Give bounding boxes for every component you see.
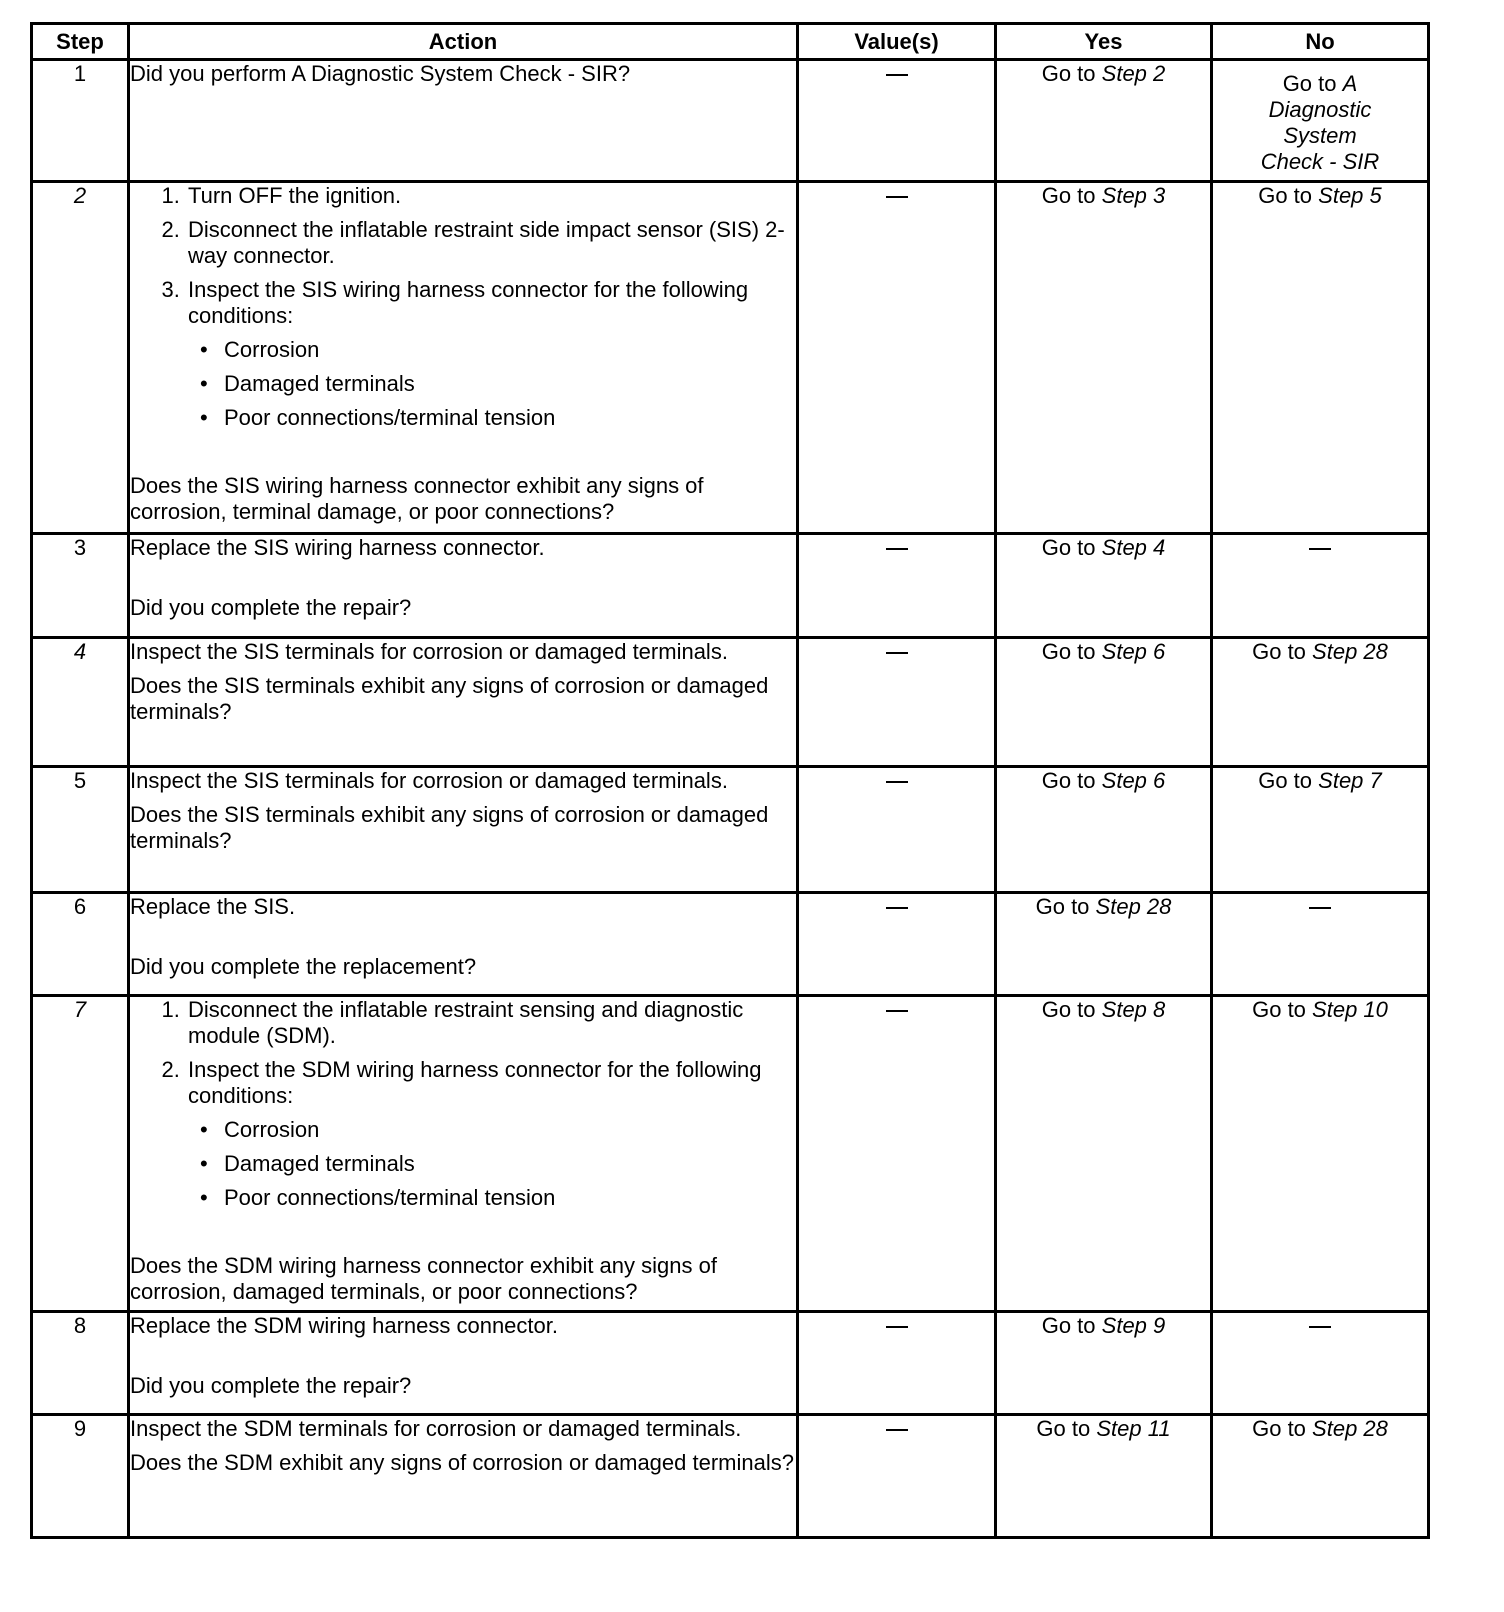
value-cell xyxy=(798,767,996,893)
step-label: 4 xyxy=(73,639,87,664)
goto-prefix: Go to xyxy=(1282,70,1337,96)
step-number xyxy=(32,1312,129,1415)
bullet-item: • Damaged terminals xyxy=(222,1151,796,1177)
goto-target: System xyxy=(1283,122,1357,148)
action-text: Replace the SIS. xyxy=(130,894,296,919)
goto-link[interactable] xyxy=(1213,71,1427,175)
dash-mark xyxy=(886,548,908,550)
step-number xyxy=(32,60,129,182)
bullet-item: • Corrosion xyxy=(222,337,796,363)
goto-prefix: Go to xyxy=(1041,1313,1096,1338)
dash-mark xyxy=(1309,548,1331,550)
goto-target: Step 7 xyxy=(1318,768,1382,793)
dash-mark xyxy=(886,781,908,783)
header-no: No xyxy=(1212,24,1429,60)
step-number xyxy=(32,534,129,638)
goto-link[interactable] xyxy=(1042,61,1166,86)
goto-prefix: Go to xyxy=(1252,1416,1306,1441)
goto-link[interactable] xyxy=(1042,639,1166,664)
yes-cell xyxy=(996,1415,1212,1538)
bullet-item: • Damaged terminals xyxy=(222,371,796,397)
goto-target: Step 6 xyxy=(1101,768,1166,793)
no-cell xyxy=(1212,1312,1429,1415)
action-question: Does the SIS wiring harness connector exhibit any signs of corrosion, terminal damage, or poor connections? xyxy=(130,473,704,524)
list-item-text: Inspect the SIS wiring harness connector for the following conditions: xyxy=(188,277,749,328)
dash-mark xyxy=(1309,907,1331,909)
goto-prefix: Go to xyxy=(1041,768,1096,793)
table-row xyxy=(32,60,1429,182)
action-question: Does the SIS terminals exhibit any signs of corrosion or damaged terminals? xyxy=(130,673,769,724)
no-cell xyxy=(1212,638,1429,767)
goto-target: Step 28 xyxy=(1312,639,1388,664)
table-row xyxy=(32,1415,1429,1538)
header-yes: Yes xyxy=(996,24,1212,60)
goto-prefix: Go to xyxy=(1252,639,1306,664)
step-label: 7 xyxy=(73,997,87,1022)
action-cell xyxy=(129,534,798,638)
step-label: 3 xyxy=(73,535,87,560)
yes-cell xyxy=(996,1312,1212,1415)
header-values: Value(s) xyxy=(798,24,996,60)
no-cell xyxy=(1212,893,1429,996)
yes-cell xyxy=(996,893,1212,996)
table-row xyxy=(32,996,1429,1312)
action-cell xyxy=(129,1312,798,1415)
goto-target: Step 28 xyxy=(1095,894,1172,919)
yes-cell xyxy=(996,638,1212,767)
diagnostic-table xyxy=(30,22,1430,1539)
list-item: 1. Disconnect the inflatable restraint sensing and diagnostic module (SDM). xyxy=(186,997,796,1049)
no-cell xyxy=(1212,182,1429,534)
goto-prefix: Go to xyxy=(1258,183,1313,208)
goto-target: Step 9 xyxy=(1101,1313,1166,1338)
step-label: 2 xyxy=(73,183,87,208)
action-question: Does the SIS terminals exhibit any signs of corrosion or damaged terminals? xyxy=(130,802,769,853)
goto-target: Step 10 xyxy=(1312,997,1388,1022)
table-row xyxy=(32,767,1429,893)
action-question: Does the SDM wiring harness connector exhibit any signs of corrosion, damaged terminals, or poor connections? xyxy=(130,1253,717,1304)
step-label: 8 xyxy=(73,1313,87,1338)
goto-link[interactable] xyxy=(1042,768,1166,793)
dash-mark xyxy=(886,652,908,654)
goto-prefix: Go to xyxy=(1035,894,1090,919)
goto-link[interactable] xyxy=(1042,997,1166,1022)
yes-cell xyxy=(996,60,1212,182)
step-number xyxy=(32,767,129,893)
goto-link[interactable] xyxy=(1252,1416,1388,1441)
goto-prefix: Go to xyxy=(1041,639,1096,664)
header-row xyxy=(32,24,1429,60)
action-cell xyxy=(129,60,798,182)
yes-cell xyxy=(996,767,1212,893)
step-number xyxy=(32,996,129,1312)
goto-target: Step 6 xyxy=(1101,639,1166,664)
bullet-list xyxy=(188,1117,796,1211)
header-action: Action xyxy=(129,24,798,60)
yes-cell xyxy=(996,996,1212,1312)
table-row xyxy=(32,534,1429,638)
goto-target: A xyxy=(1342,70,1358,96)
bullet-item: • Poor connections/terminal tension xyxy=(222,1185,796,1211)
dash-mark xyxy=(886,907,908,909)
action-cell xyxy=(129,893,798,996)
step-label: 9 xyxy=(73,1416,87,1441)
goto-target: Diagnostic xyxy=(1268,96,1372,122)
goto-link[interactable] xyxy=(1036,1416,1170,1441)
step-label: 1 xyxy=(73,61,87,86)
goto-prefix: Go to xyxy=(1041,183,1096,208)
goto-target: Check - SIR xyxy=(1260,148,1380,174)
goto-prefix: Go to xyxy=(1258,768,1313,793)
list-item: 2. Disconnect the inflatable restraint side impact sensor (SIS) 2-way connector. xyxy=(186,217,796,269)
goto-target: Step 2 xyxy=(1101,61,1166,86)
action-text: Inspect the SIS terminals for corrosion or damaged terminals. xyxy=(130,768,728,793)
action-question: Does the SDM exhibit any signs of corrosion or damaged terminals? xyxy=(130,1450,794,1475)
dash-mark xyxy=(886,1010,908,1012)
goto-target: Step 8 xyxy=(1101,997,1166,1022)
step-number xyxy=(32,638,129,767)
list-item xyxy=(186,1057,796,1211)
goto-target: Step 5 xyxy=(1318,183,1382,208)
numbered-list xyxy=(130,183,796,431)
action-cell xyxy=(129,767,798,893)
action-cell xyxy=(129,996,798,1312)
goto-prefix: Go to xyxy=(1041,61,1096,86)
list-item-text: Inspect the SDM wiring harness connector for the following conditions: xyxy=(188,1057,762,1108)
table-row xyxy=(32,893,1429,996)
bullet-item: • Poor connections/terminal tension xyxy=(222,405,796,431)
table-row xyxy=(32,1312,1429,1415)
value-cell xyxy=(798,893,996,996)
numbered-list xyxy=(130,997,796,1211)
yes-cell xyxy=(996,534,1212,638)
goto-prefix: Go to xyxy=(1036,1416,1091,1441)
goto-target: Step 3 xyxy=(1101,183,1166,208)
no-cell xyxy=(1212,996,1429,1312)
goto-prefix: Go to xyxy=(1252,997,1306,1022)
action-text: Inspect the SDM terminals for corrosion or damaged terminals. xyxy=(130,1416,742,1441)
action-question: Did you complete the repair? xyxy=(130,1373,412,1398)
action-cell xyxy=(129,1415,798,1538)
dash-mark xyxy=(886,196,908,198)
goto-link[interactable] xyxy=(1042,1313,1166,1338)
goto-target: Step 11 xyxy=(1096,1416,1171,1441)
table-row xyxy=(32,182,1429,534)
step-label: 5 xyxy=(73,768,87,793)
table-row xyxy=(32,638,1429,767)
goto-target: Step 28 xyxy=(1312,1416,1388,1441)
goto-target: Step 4 xyxy=(1101,535,1166,560)
list-item xyxy=(186,277,796,431)
yes-cell xyxy=(996,182,1212,534)
goto-prefix: Go to xyxy=(1041,535,1096,560)
list-item: 1. Turn OFF the ignition. xyxy=(186,183,796,209)
dash-mark xyxy=(1309,1326,1331,1328)
dash-mark xyxy=(886,1429,908,1431)
step-number xyxy=(32,893,129,996)
no-cell xyxy=(1212,60,1429,182)
header-step: Step xyxy=(32,24,129,60)
value-cell xyxy=(798,182,996,534)
goto-prefix: Go to xyxy=(1041,997,1096,1022)
action-question: Did you complete the repair? xyxy=(130,595,412,620)
value-cell xyxy=(798,534,996,638)
value-cell xyxy=(798,60,996,182)
goto-link[interactable] xyxy=(1252,639,1388,664)
goto-link[interactable] xyxy=(1042,183,1166,208)
no-cell xyxy=(1212,1415,1429,1538)
dash-mark xyxy=(886,1326,908,1328)
value-cell xyxy=(798,1312,996,1415)
action-cell xyxy=(129,182,798,534)
value-cell xyxy=(798,1415,996,1538)
goto-link[interactable] xyxy=(1252,997,1388,1022)
action-text: Replace the SDM wiring harness connector. xyxy=(130,1313,558,1338)
action-text: Did you perform A Diagnostic System Check - SIR? xyxy=(130,61,631,86)
step-number xyxy=(32,1415,129,1538)
value-cell xyxy=(798,638,996,767)
step-number xyxy=(32,182,129,534)
goto-link[interactable] xyxy=(1036,894,1172,919)
bullet-item: • Corrosion xyxy=(222,1117,796,1143)
action-cell xyxy=(129,638,798,767)
goto-link[interactable] xyxy=(1258,183,1382,208)
action-text: Inspect the SIS terminals for corrosion or damaged terminals. xyxy=(130,639,728,664)
goto-link[interactable] xyxy=(1042,535,1166,560)
action-text: Replace the SIS wiring harness connector. xyxy=(130,535,545,560)
no-cell xyxy=(1212,767,1429,893)
goto-link[interactable] xyxy=(1258,768,1382,793)
dash-mark xyxy=(886,74,908,76)
bullet-list xyxy=(188,337,796,431)
action-question: Did you complete the replacement? xyxy=(130,954,477,979)
no-cell xyxy=(1212,534,1429,638)
step-label: 6 xyxy=(73,894,87,919)
value-cell xyxy=(798,996,996,1312)
